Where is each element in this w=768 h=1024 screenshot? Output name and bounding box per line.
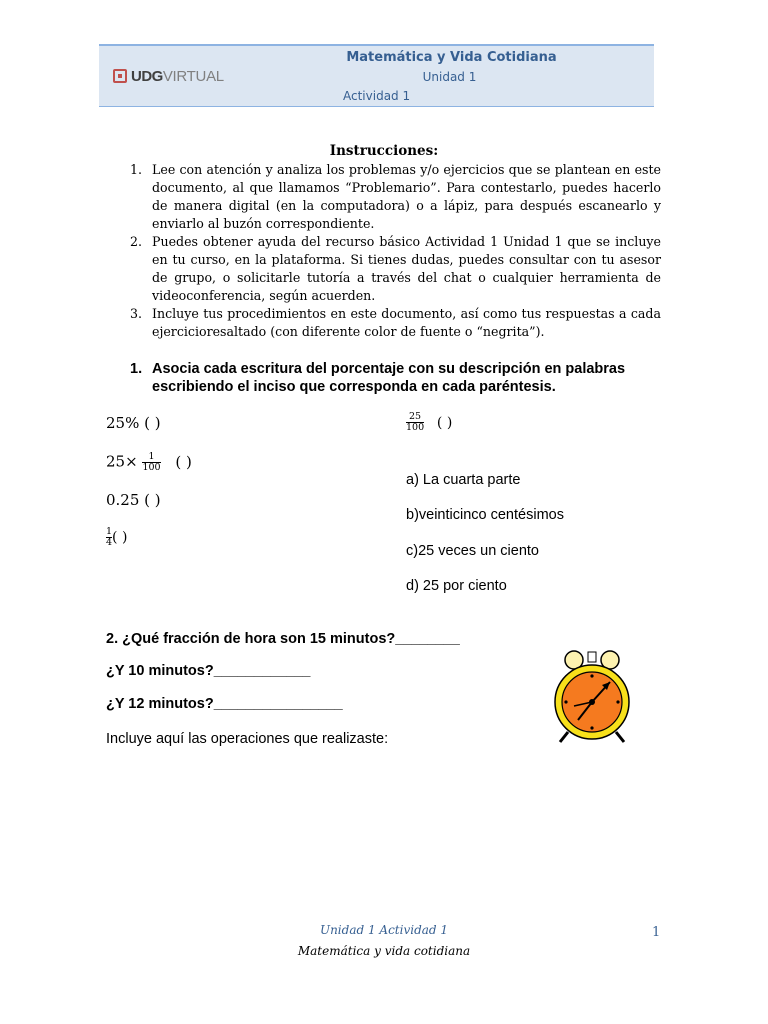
fraction-denominator: 100 [142,462,161,473]
option-b: b)veinticinco centésimos [406,507,564,523]
header-unit: Unidad 1 [422,70,477,84]
operations-note: Incluye aquí las operaciones que realizaste: [106,731,389,747]
question-2-line-2: ¿Y 10 minutos?____________ [106,663,311,679]
header-activity: Actividad 1 [343,89,411,103]
question-2-line-3: ¿Y 12 minutos?________________ [106,696,343,712]
option-a: a) La cuarta parte [406,472,521,488]
fraction-denominator: 100 [406,422,425,433]
product-prefix: 25× [106,452,138,471]
item-product [106,452,192,473]
fraction-denominator: 4 [106,537,113,548]
alarm-clock-icon [552,648,632,744]
instruction-number: 1. [130,162,143,177]
quarter-paren: ( ) [112,529,128,546]
instruction-number: 3. [130,306,143,321]
fraction-1-100 [142,452,160,473]
item-percent: 25% ( ) [106,414,161,432]
header-title: Matemática y Vida Cotidiana [346,50,557,65]
item-quarter [106,527,127,548]
question-1-text: Asocia cada escritura del porcentaje con su descripción en palabras escribiendo el inciso que corresponda en cada paréntesis. [152,361,626,395]
instruction-item [130,305,661,341]
page-number: 1 [652,925,661,940]
question-1-number: 1. [130,361,143,377]
instruction-number: 2. [130,234,143,249]
fraction-paren: ( ) [436,414,453,431]
instruction-text: Puedes obtener ayuda del recurso básico Actividad 1 Unidad 1 que se incluye en tu curso, en la plataforma. Si tienes dudas, puedes consultar con tu asesor de grupo, o solicitarle tutoría a través del chat o cualquier herramienta de videoconferencia, según acuerden. [152,234,661,303]
instruction-text: Incluye tus procedimientos en este documento, así como tus respuestas a cada ejercicioresaltado (con diferente color de fuente o “negrita”). [152,306,661,339]
option-d: d) 25 por ciento [406,578,507,594]
instruction-text: Lee con atención y analiza los problemas y/o ejercicios que se plantean en este documento, al que llamamos “Problemario”. Para contestarlo, puedes hacerlo de manera digital (en la computadora) o a lápiz, para después escanearlo y enviarlo al buzón correspondiente. [152,162,661,231]
logo-udg-text: UDG [131,67,163,85]
fraction-numerator: 1 [106,526,113,537]
instructions-title: Instrucciones: [329,143,439,159]
fraction-numerator: 25 [409,411,422,422]
footer-unit-activity: Unidad 1 Actividad 1 [319,923,449,937]
product-paren: ( ) [175,452,192,471]
item-decimal: 0.25 ( ) [106,491,161,509]
instruction-item [130,233,661,305]
instruction-item [130,161,661,233]
document-header [99,44,654,107]
footer-course-name: Matemática y vida cotidiana [297,944,471,958]
logo-virtual-text: VIRTUAL [162,67,224,85]
instructions-list [130,161,661,341]
item-fraction-25-100 [406,412,452,433]
question-1 [130,360,670,396]
option-c: c)25 veces un ciento [406,543,539,559]
question-2-line-1: 2. ¿Qué fracción de hora son 15 minutos?________ [106,631,460,647]
fraction-25-100 [406,412,424,433]
fraction-numerator: 1 [148,451,155,462]
